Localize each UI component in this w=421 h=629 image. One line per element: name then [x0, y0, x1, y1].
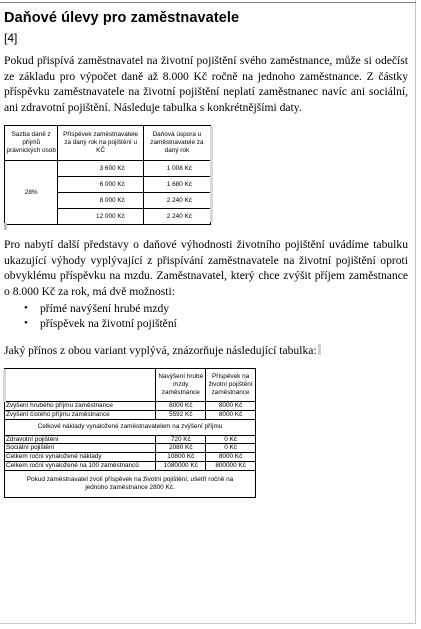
table-row	[5, 410, 256, 419]
table-row	[5, 453, 256, 462]
contribution-cell: 8 000 Kč	[58, 193, 143, 209]
paragraph-marker	[4, 223, 7, 230]
table-row	[5, 161, 211, 177]
saving-cell: 2 240 Kč	[143, 209, 210, 225]
contribution-cell: 12 000 Kč	[58, 209, 143, 225]
value-cell: 5592 Kč	[156, 410, 206, 419]
table-row	[5, 435, 256, 444]
empty-header-cell	[5, 369, 156, 402]
list-item: • přímé navýšení hrubé mzdy	[40, 301, 177, 316]
header-cell: Navýšení hrubé mzdy zaměstnance	[156, 369, 206, 402]
table-header-row	[5, 126, 211, 161]
contribution-cell: 6 000 Kč	[58, 177, 143, 193]
row-label: Sociální pojištění	[5, 444, 156, 453]
section-heading: Celkové náklady vynaložené zaměstnavatelem na zvýšení příjmu	[5, 419, 256, 435]
reference-number: [4]	[4, 31, 18, 45]
header-cell: Příspěvek zaměstnavatele za daný rok na pojištění u KČ	[58, 126, 143, 161]
table-row	[5, 461, 256, 470]
row-label: Zvýšení čistého příjmu zaměstnance	[5, 410, 156, 419]
options-list	[4, 301, 177, 331]
list-item: • příspěvek na životní pojištění	[40, 316, 177, 331]
header-cell: Příspěvek na životní pojištění zaměstnance	[206, 369, 256, 402]
contribution-cell: 3 600 Kč	[58, 161, 143, 177]
intro-paragraph: Pokud přispívá zaměstnavatel na životní pojištění svého zaměstnance, může si odečíst ze základu pro výpočet daně až 8.000 Kč ročně na jednoho zaměstnance. Z částky příspěvku zaměstnavatele na životní pojištění neplatí zaměstnanec navíc ani sociální, ani zdravotní pojištění. Následuje tabulka s konkrétnějšími daty.	[4, 54, 408, 114]
table-row	[5, 402, 256, 411]
table-footer-row	[5, 470, 256, 497]
value-cell: 0 Kč	[206, 435, 256, 444]
row-label: Zvýšení hrubého příjmu zaměstnance	[5, 402, 156, 411]
value-cell: 8000 Kč	[206, 410, 256, 419]
value-cell: 8000 Kč	[206, 453, 256, 462]
row-label: Celkem roční vynaložené náklady	[5, 453, 156, 462]
value-cell: 8000 Kč	[156, 402, 206, 411]
table-edge-marker	[210, 126, 213, 222]
header-cell: Daňová úspora u zaměstnavatele za daný rok	[143, 126, 210, 161]
value-cell: 10800 Kč	[156, 453, 206, 462]
value-cell: 800000 Kč	[206, 461, 256, 470]
page-title: Daňové úlevy pro zaměstnavatele	[4, 10, 240, 26]
saving-cell: 1 680 Kč	[143, 177, 210, 193]
comparison-table	[4, 368, 256, 498]
top-rule	[0, 2, 416, 3]
table-intro-paragraph	[4, 343, 408, 359]
table-header-row	[5, 369, 256, 402]
footer-note: Pokud zaměstnavatel zvolí příspěvek na životní pojištění, ušetří ročně na jednoho zaměstnance 2800 Kč.	[5, 470, 256, 497]
table-row	[5, 444, 256, 453]
value-cell: 0 Kč	[206, 444, 256, 453]
value-cell: 2080 Kč	[156, 444, 206, 453]
value-cell: 1080000 Kč	[156, 461, 206, 470]
comparison-paragraph: Pro nabytí další představy o daňové výhodnosti životního pojištění uvádíme tabulku ukazující výhody vyplývající z přispívání zaměstnavatele na životní pojištění oproti obvyklému příspěvku na mzdu. Zaměstnavatel, který chce zvýšit příjem zaměstnance o 8.000 Kč za rok, má dvě možnosti:	[4, 238, 408, 298]
table-intro-text: Jaký přínos z obou variant vyplývá, znázorňuje následující tabulka:	[4, 344, 317, 357]
value-cell: 720 Kč	[156, 435, 206, 444]
row-label: Zdravotní pojištění	[5, 435, 156, 444]
saving-cell: 1 008 Kč	[143, 161, 210, 177]
paragraph-marker	[318, 344, 321, 355]
tax-savings-table	[4, 125, 211, 225]
table-edge-marker	[3, 369, 6, 402]
header-cell: Sazba daně z příjmů právnických osob	[5, 126, 58, 161]
tax-rate-cell: 28%	[5, 161, 58, 225]
row-label: Celkem roční vynaložené na 100 zaměstnanců	[5, 461, 156, 470]
table-section-row	[5, 419, 256, 435]
saving-cell: 2 240 Kč	[143, 193, 210, 209]
value-cell: 8000 Kč	[206, 402, 256, 411]
